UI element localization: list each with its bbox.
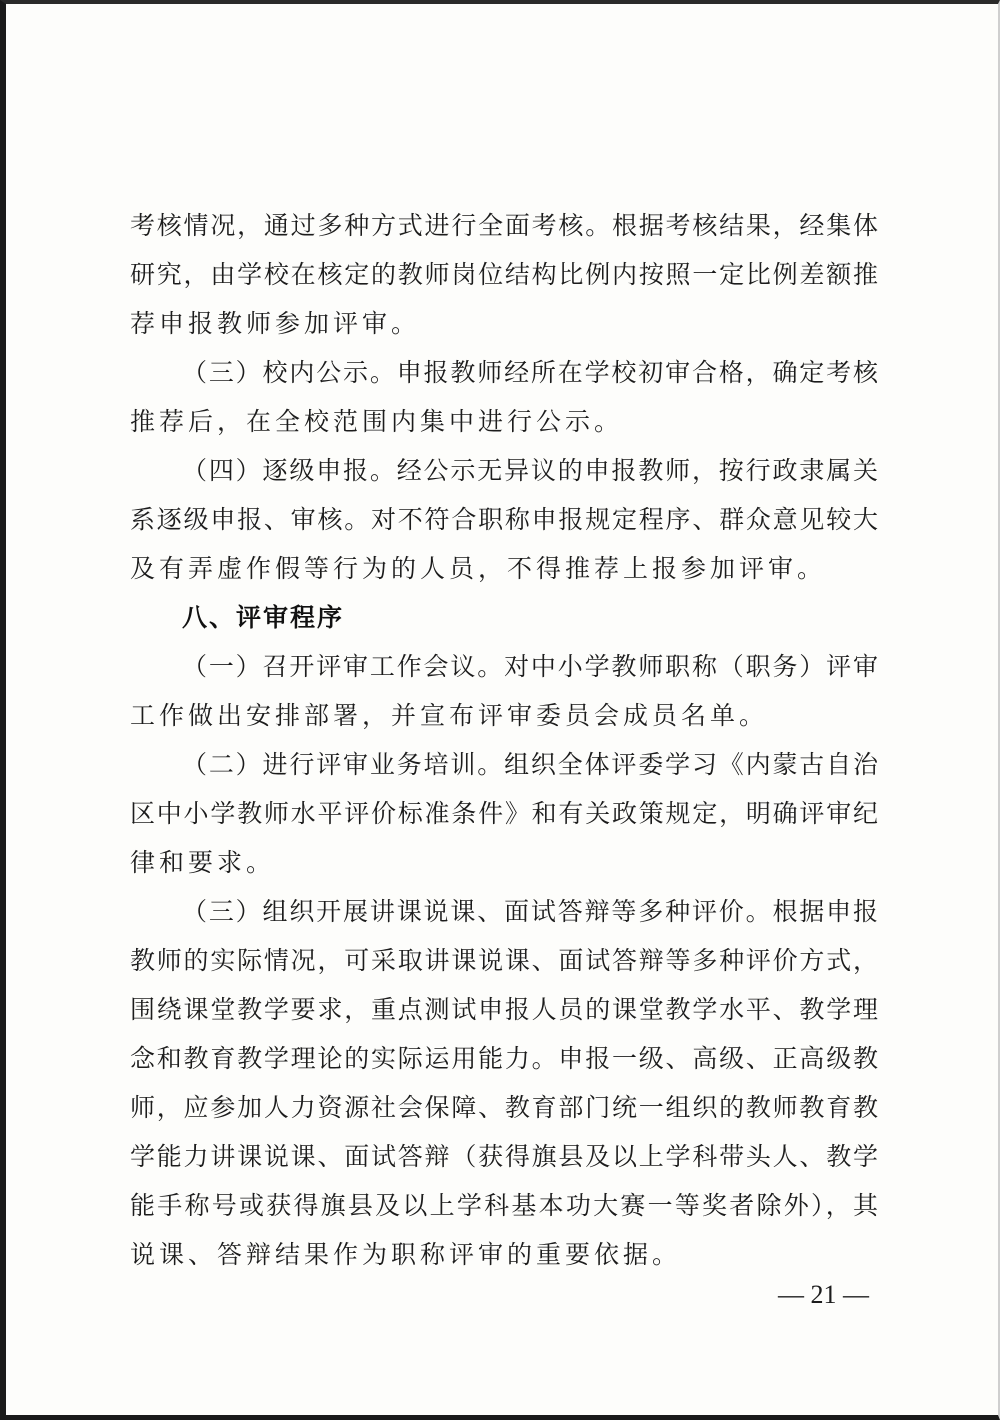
text-line-4: （三）校内公示。申报教师经所在学校初审合格，确定考核 [182, 358, 878, 387]
text-line-13: 区中小学教师水平评价标准条件》和有关政策规定，明确评审纪 [130, 799, 878, 828]
text-line-22: 说课、答辩结果作为职称评审的重要依据。 [130, 1240, 682, 1269]
text-line-3: 荐申报教师参加评审。 [130, 309, 421, 338]
text-line-15: （三）组织开展讲课说课、面试答辩等多种评价。根据申报 [182, 897, 878, 926]
text-line-17: 围绕课堂教学要求，重点测试申报人员的课堂教学水平、教学理 [130, 995, 878, 1024]
text-line-18: 念和教育教学理论的实际运用能力。申报一级、高级、正高级教 [130, 1044, 878, 1073]
page-number: — 21 — [778, 1280, 869, 1309]
text-line-1: 考核情况，通过多种方式进行全面考核。根据考核结果，经集体 [130, 211, 878, 240]
text-line-19: 师，应参加人力资源社会保障、教育部门统一组织的教师教育教 [130, 1093, 878, 1122]
text-line-6: （四）逐级申报。经公示无异议的申报教师，按行政隶属关 [182, 456, 878, 485]
document-body [130, 201, 878, 1279]
text-line-16: 教师的实际情况，可采取讲课说课、面试答辩等多种评价方式， [130, 946, 878, 975]
text-line-11: 工作做出安排部署，并宣布评审委员会成员名单。 [130, 701, 769, 730]
section-heading: 八、评审程序 [182, 603, 345, 632]
text-line-14: 律和要求。 [130, 848, 276, 877]
text-line-12: （二）进行评审业务培训。组织全体评委学习《内蒙古自治 [182, 750, 878, 779]
text-line-21: 能手称号或获得旗县及以上学科基本功大赛一等奖者除外），其 [130, 1191, 878, 1220]
text-line-8: 及有弄虚作假等行为的人员，不得推荐上报参加评审。 [130, 554, 827, 583]
text-line-10: （一）召开评审工作会议。对中小学教师职称（职务）评审 [182, 652, 878, 681]
text-line-5: 推荐后，在全校范围内集中进行公示。 [130, 407, 624, 436]
text-line-7: 系逐级申报、审核。对不符合职称申报规定程序、群众意见较大 [130, 505, 878, 534]
text-line-2: 研究，由学校在核定的教师岗位结构比例内按照一定比例差额推 [130, 260, 878, 289]
text-line-20: 学能力讲课说课、面试答辩（获得旗县及以上学科带头人、教学 [130, 1142, 878, 1171]
